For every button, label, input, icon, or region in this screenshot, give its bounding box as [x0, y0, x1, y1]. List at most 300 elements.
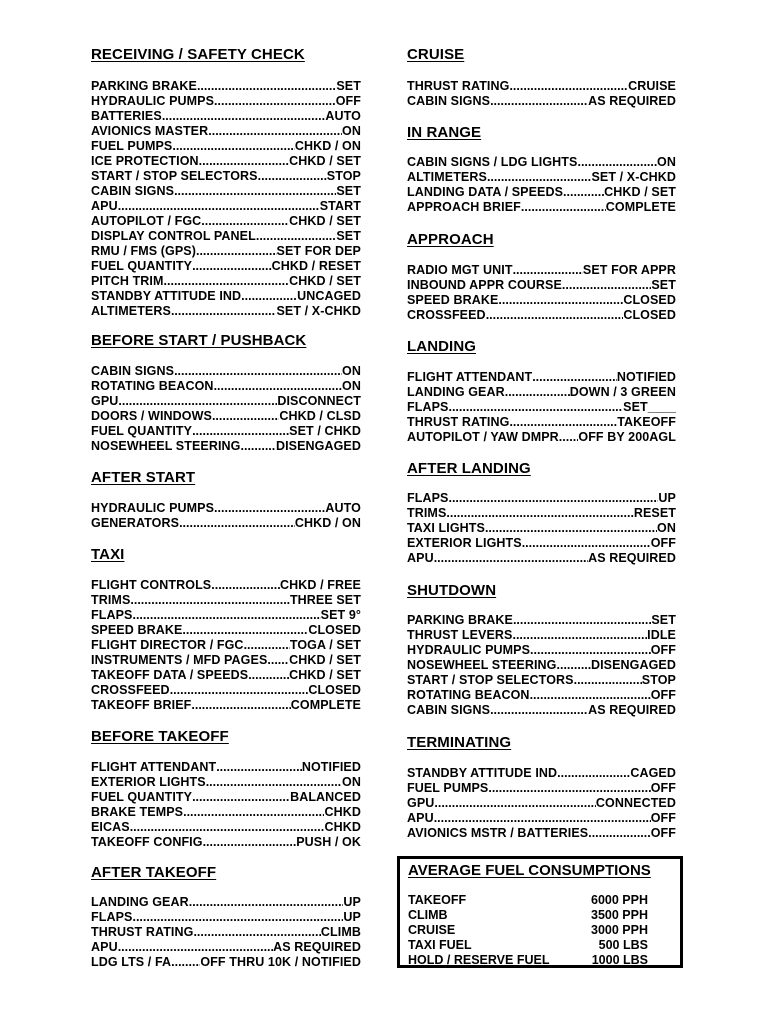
leader-dots [203, 835, 297, 850]
leader-dots [193, 925, 320, 940]
item-label: TRIMS [91, 593, 131, 607]
leader-dots [132, 608, 320, 623]
fuel-label: CRUISE [408, 923, 456, 937]
item-label: TAKEOFF DATA / SPEEDS [91, 668, 249, 682]
item-label: RMU / FMS (GPS) [91, 244, 196, 258]
leader-dots [513, 613, 651, 628]
leader-dots [174, 184, 336, 199]
item-label: PITCH TRIM [91, 274, 164, 288]
checklist-terminating [407, 766, 676, 841]
item-value: DISENGAGED [275, 439, 361, 453]
checklist-item [407, 811, 676, 826]
item-value: OFF [650, 781, 676, 795]
item-value: SET / CHKD [289, 424, 361, 438]
item-value: OFF [650, 811, 676, 825]
item-value: SET 9° [320, 608, 361, 622]
checklist-item [407, 185, 676, 200]
item-label: INBOUND APPR COURSE [407, 278, 562, 292]
item-value: THREE SET [289, 593, 361, 607]
leader-dots [241, 289, 297, 304]
item-label: TAKEOFF BRIEF [91, 698, 192, 712]
checklist-item [91, 910, 361, 925]
leader-dots [211, 578, 280, 593]
leader-dots [509, 79, 628, 94]
item-value: AUTO [325, 109, 361, 123]
item-value: CONNECTED [595, 796, 676, 810]
item-label: LANDING DATA / SPEEDS [407, 185, 564, 199]
item-value: OFF [650, 688, 676, 702]
checklist-shutdown [407, 613, 676, 718]
item-label: FUEL QUANTITY [91, 259, 193, 273]
leader-dots [189, 895, 344, 910]
leader-dots [192, 790, 290, 805]
item-label: FUEL QUANTITY [91, 424, 193, 438]
item-value: COMPLETE [290, 698, 361, 712]
item-value: TOGA / SET [289, 638, 361, 652]
item-label: FLAPS [407, 400, 449, 414]
checklist-item [91, 154, 361, 169]
leader-dots [118, 394, 277, 409]
item-value: CHKD / SET [604, 185, 676, 199]
checklist-item [407, 673, 676, 688]
checklist-item [407, 613, 676, 628]
item-value: SET [336, 184, 361, 198]
checklist-item [91, 516, 361, 531]
checklist-item [91, 169, 361, 184]
item-value: OFF THRU 10K / NOTIFIED [200, 955, 361, 969]
leader-dots [191, 698, 290, 713]
item-value: CHKD / FREE [280, 578, 361, 592]
item-label: LANDING GEAR [407, 385, 505, 399]
checklist-item [91, 184, 361, 199]
item-value: SET / X-CHKD [591, 170, 676, 184]
leader-dots [192, 259, 272, 274]
checklist-item [91, 244, 361, 259]
checklist-item [91, 304, 361, 319]
item-label: PARKING BRAKE [407, 613, 513, 627]
fuel-value: 500 LBS [598, 938, 648, 952]
item-label: ALTIMETERS [407, 170, 487, 184]
leader-dots [563, 185, 604, 200]
leader-dots [192, 424, 289, 439]
checklist-item [91, 940, 361, 955]
leader-dots [488, 781, 650, 796]
leader-dots [588, 826, 650, 841]
checklist-item [407, 521, 676, 536]
fuel-rows [408, 893, 648, 968]
item-value: CHKD / ON [294, 139, 361, 153]
checklist-item [91, 439, 361, 454]
leader-dots [212, 409, 279, 424]
item-value: OFF [650, 643, 676, 657]
checklist-item [91, 578, 361, 593]
item-label: FUEL QUANTITY [91, 790, 193, 804]
item-label: STANDBY ATTITUDE IND [91, 289, 242, 303]
section-title-after-landing: AFTER LANDING [407, 460, 531, 477]
item-label: THRUST RATING [407, 79, 510, 93]
item-value: CHKD / SET [289, 154, 361, 168]
item-label: GPU [407, 796, 435, 810]
item-label: AUTOPILOT / FGC [91, 214, 202, 228]
item-value: STOP [326, 169, 361, 183]
item-value: CHKD / SET [289, 214, 361, 228]
section-title-after-start: AFTER START [91, 469, 196, 486]
item-value: AS REQUIRED [588, 703, 676, 717]
checklist-receiving [91, 79, 361, 319]
leader-dots [208, 124, 342, 139]
fuel-label: TAXI FUEL [408, 938, 472, 952]
checklist-item [91, 409, 361, 424]
checklist-item [407, 308, 676, 323]
item-label: FUEL PUMPS [91, 139, 173, 153]
leader-dots [162, 109, 326, 124]
item-value: CHKD [324, 820, 361, 834]
item-label: THRUST RATING [407, 415, 510, 429]
checklist-item [407, 781, 676, 796]
checklist-item [91, 925, 361, 940]
leader-dots [216, 760, 302, 775]
fuel-row [408, 938, 648, 953]
item-label: CABIN SIGNS [407, 703, 491, 717]
checklist-item [91, 698, 361, 713]
item-label: PARKING BRAKE [91, 79, 197, 93]
item-label: HYDRAULIC PUMPS [91, 501, 215, 515]
item-value: ON [342, 364, 361, 378]
item-value: TAKEOFF [617, 415, 676, 429]
leader-dots [530, 688, 651, 703]
checklist-item [91, 501, 361, 516]
checklist-item [91, 955, 361, 970]
item-value: SET / X-CHKD [276, 304, 361, 318]
checklist-item [91, 214, 361, 229]
item-label: EXTERIOR LIGHTS [407, 536, 522, 550]
checklist-item [91, 638, 361, 653]
leader-dots [132, 910, 343, 925]
checklist-item [91, 139, 361, 154]
checklist-item [407, 643, 676, 658]
item-label: CABIN SIGNS / LDG LIGHTS [407, 155, 578, 169]
checklist-item [91, 775, 361, 790]
checklist-item [407, 94, 676, 109]
checklist-item [407, 278, 676, 293]
item-value: SET FOR APPR [582, 263, 676, 277]
item-label: SPEED BRAKE [91, 623, 183, 637]
item-value: DOWN / 3 GREEN [569, 385, 676, 399]
item-label: ROTATING BEACON [91, 379, 214, 393]
item-value: SET____ [623, 400, 676, 414]
item-value: OFF BY 200AGL [578, 430, 676, 444]
item-label: FUEL PUMPS [407, 781, 489, 795]
item-label: CABIN SIGNS [91, 184, 175, 198]
checklist-item [407, 155, 676, 170]
leader-dots [183, 805, 324, 820]
checklist-item [407, 400, 676, 415]
item-value: CHKD [324, 805, 361, 819]
item-label: START / STOP SELECTORS [407, 673, 574, 687]
leader-dots [434, 551, 588, 566]
item-value: CLOSED [308, 683, 361, 697]
fuel-row [408, 908, 648, 923]
checklist-item [91, 593, 361, 608]
section-title-landing: LANDING [407, 338, 477, 355]
item-label: ICE PROTECTION [91, 154, 199, 168]
checklist-item [407, 703, 676, 718]
checklist-item [91, 124, 361, 139]
checklist-item [407, 628, 676, 643]
leader-dots [199, 154, 290, 169]
leader-dots [130, 593, 290, 608]
item-label: CABIN SIGNS [91, 364, 175, 378]
leader-dots [448, 491, 658, 506]
checklist-item [91, 229, 361, 244]
item-value: ON [342, 379, 361, 393]
checklist-item [91, 379, 361, 394]
item-label: FLAPS [91, 608, 133, 622]
item-label: ROTATING BEACON [407, 688, 530, 702]
checklist-item [91, 394, 361, 409]
leader-dots [513, 263, 583, 278]
fuel-row [408, 923, 648, 938]
item-label: SPEED BRAKE [407, 293, 499, 307]
fuel-label: HOLD / RESERVE FUEL [408, 953, 550, 967]
item-value: ON [342, 124, 361, 138]
checklist-item [407, 293, 676, 308]
leader-dots [434, 796, 596, 811]
item-value: CHKD / RESET [271, 259, 361, 273]
leader-dots [197, 79, 336, 94]
item-value: START [319, 199, 361, 213]
item-label: NOSEWHEEL STEERING [407, 658, 557, 672]
leader-dots [486, 308, 624, 323]
leader-dots [172, 139, 294, 154]
leader-dots [206, 775, 342, 790]
checklist-item [91, 109, 361, 124]
section-title-taxi: TAXI [91, 546, 125, 563]
checklist-item [407, 536, 676, 551]
leader-dots [577, 155, 657, 170]
item-value: STOP [641, 673, 676, 687]
fuel-label: CLIMB [408, 908, 448, 922]
leader-dots [182, 623, 308, 638]
item-label: APU [91, 199, 118, 213]
leader-dots [214, 94, 336, 109]
item-value: SET FOR DEP [276, 244, 361, 258]
checklist-item [91, 820, 361, 835]
checklist-item [407, 430, 676, 445]
item-value: UP [343, 910, 361, 924]
leader-dots [562, 278, 651, 293]
leader-dots [490, 94, 588, 109]
item-label: APPROACH BRIEF [407, 200, 521, 214]
checklist-after-start [91, 501, 361, 531]
item-label: ALTIMETERS [91, 304, 171, 318]
checklist-item [91, 895, 361, 910]
leader-dots [559, 430, 579, 445]
item-label: HYDRAULIC PUMPS [91, 94, 215, 108]
item-value: NOTIFIED [616, 370, 676, 384]
leader-dots [557, 766, 630, 781]
checklist-item [407, 658, 676, 673]
leader-dots [522, 536, 651, 551]
leader-dots [244, 638, 290, 653]
leader-dots [505, 385, 570, 400]
item-value: OFF [335, 94, 361, 108]
item-label: EXTERIOR LIGHTS [91, 775, 206, 789]
checklist-item [91, 274, 361, 289]
checklist-item [91, 79, 361, 94]
checklist-before-takeoff [91, 760, 361, 850]
item-value: AUTO [325, 501, 361, 515]
checklist-item [407, 385, 676, 400]
item-value: SET [336, 79, 361, 93]
leader-dots [179, 516, 295, 531]
checklist-item [91, 683, 361, 698]
checklist-item [91, 199, 361, 214]
item-label: FLIGHT DIRECTOR / FGC [91, 638, 244, 652]
section-title-receiving: RECEIVING / SAFETY CHECK [91, 46, 305, 63]
leader-dots [487, 170, 592, 185]
item-label: STANDBY ATTITUDE IND [407, 766, 558, 780]
item-value: BALANCED [290, 790, 361, 804]
checklist-item [407, 506, 676, 521]
leader-dots [448, 400, 623, 415]
item-value: CLOSED [623, 308, 676, 322]
item-label: AVIONICS MSTR / BATTERIES [407, 826, 589, 840]
item-label: GPU [91, 394, 119, 408]
leader-dots [521, 200, 606, 215]
checklist-item [407, 796, 676, 811]
checklist-item [91, 805, 361, 820]
item-value: OFF [650, 826, 676, 840]
checklist-item [407, 263, 676, 278]
leader-dots [164, 274, 290, 289]
leader-dots [118, 940, 273, 955]
item-label: TAKEOFF CONFIG [91, 835, 203, 849]
item-value: OFF [650, 536, 676, 550]
checklist-landing [407, 370, 676, 445]
item-label: APU [91, 940, 118, 954]
checklist-item [91, 289, 361, 304]
item-label: DOORS / WINDOWS [91, 409, 212, 423]
item-value: AS REQUIRED [588, 94, 676, 108]
item-label: CROSSFEED [91, 683, 170, 697]
fuel-value: 6000 PPH [591, 893, 648, 907]
leader-dots [130, 820, 325, 835]
item-label: CROSSFEED [407, 308, 486, 322]
leader-dots [174, 364, 342, 379]
checklist-item [407, 491, 676, 506]
fuel-value: 3000 PPH [591, 923, 648, 937]
item-label: AUTOPILOT / YAW DMPR [407, 430, 559, 444]
item-label: CABIN SIGNS [407, 94, 491, 108]
fuel-box-title: AVERAGE FUEL CONSUMPTIONS [408, 862, 651, 879]
fuel-label: TAKEOFF [408, 893, 467, 907]
leader-dots [557, 658, 591, 673]
leader-dots [201, 214, 289, 229]
leader-dots [214, 379, 342, 394]
section-title-before-takeoff: BEFORE TAKEOFF [91, 728, 229, 745]
item-label: FLIGHT ATTENDANT [407, 370, 533, 384]
item-label: TRIMS [407, 506, 447, 520]
item-label: NOSEWHEEL STEERING [91, 439, 241, 453]
leader-dots [532, 370, 617, 385]
section-title-in-range: IN RANGE [407, 124, 482, 141]
checklist-item [407, 200, 676, 215]
leader-dots [248, 668, 289, 683]
checklist-item [91, 364, 361, 379]
section-title-approach: APPROACH [407, 231, 494, 248]
item-label: DISPLAY CONTROL PANEL [91, 229, 256, 243]
checklist-item [407, 688, 676, 703]
leader-dots [485, 521, 657, 536]
item-label: THRUST RATING [91, 925, 194, 939]
checklist-in-range [407, 155, 676, 215]
fuel-value: 3500 PPH [591, 908, 648, 922]
checklist-item [407, 551, 676, 566]
leader-dots [214, 501, 325, 516]
item-label: FLAPS [91, 910, 133, 924]
item-value: AS REQUIRED [273, 940, 361, 954]
leader-dots [170, 683, 309, 698]
item-value: ON [657, 155, 676, 169]
item-value: CLOSED [308, 623, 361, 637]
leader-dots [498, 293, 623, 308]
item-value: PUSH / OK [296, 835, 361, 849]
checklist-cruise [407, 79, 676, 109]
leader-dots [512, 628, 647, 643]
item-value: DISENGAGED [590, 658, 676, 672]
checklist-before-start [91, 364, 361, 454]
item-value: ON [342, 775, 361, 789]
checklist-item [91, 760, 361, 775]
item-label: RADIO MGT UNIT [407, 263, 513, 277]
leader-dots [574, 673, 642, 688]
checklist-item [407, 826, 676, 841]
leader-dots [530, 643, 651, 658]
fuel-value: 1000 LBS [591, 953, 648, 967]
item-value: CHKD / CLSD [279, 409, 361, 423]
item-label: START / STOP SELECTORS [91, 169, 258, 183]
item-value: CAGED [630, 766, 676, 780]
section-title-after-takeoff: AFTER TAKEOFF [91, 864, 217, 881]
leader-dots [256, 229, 337, 244]
item-value: UP [343, 895, 361, 909]
leader-dots [446, 506, 633, 521]
leader-dots [241, 439, 276, 454]
leader-dots [171, 304, 277, 319]
fuel-row [408, 953, 648, 968]
item-value: COMPLETE [605, 200, 676, 214]
checklist-item [407, 766, 676, 781]
item-label: TAXI LIGHTS [407, 521, 485, 535]
item-label: APU [407, 811, 434, 825]
section-title-cruise: CRUISE [407, 46, 465, 63]
leader-dots [509, 415, 617, 430]
leader-dots [490, 703, 588, 718]
section-title-terminating: TERMINATING [407, 734, 512, 751]
item-label: EICAS [91, 820, 130, 834]
item-label: INSTRUMENTS / MFD PAGES [91, 653, 268, 667]
item-label: HYDRAULIC PUMPS [407, 643, 531, 657]
checklist-item [91, 835, 361, 850]
item-label: LANDING GEAR [91, 895, 189, 909]
item-value: SET [651, 613, 676, 627]
leader-dots [118, 199, 320, 214]
section-title-before-start: BEFORE START / PUSHBACK [91, 332, 307, 349]
item-label: BRAKE TEMPS [91, 805, 184, 819]
item-value: CHKD / ON [294, 516, 361, 530]
item-label: GENERATORS [91, 516, 180, 530]
